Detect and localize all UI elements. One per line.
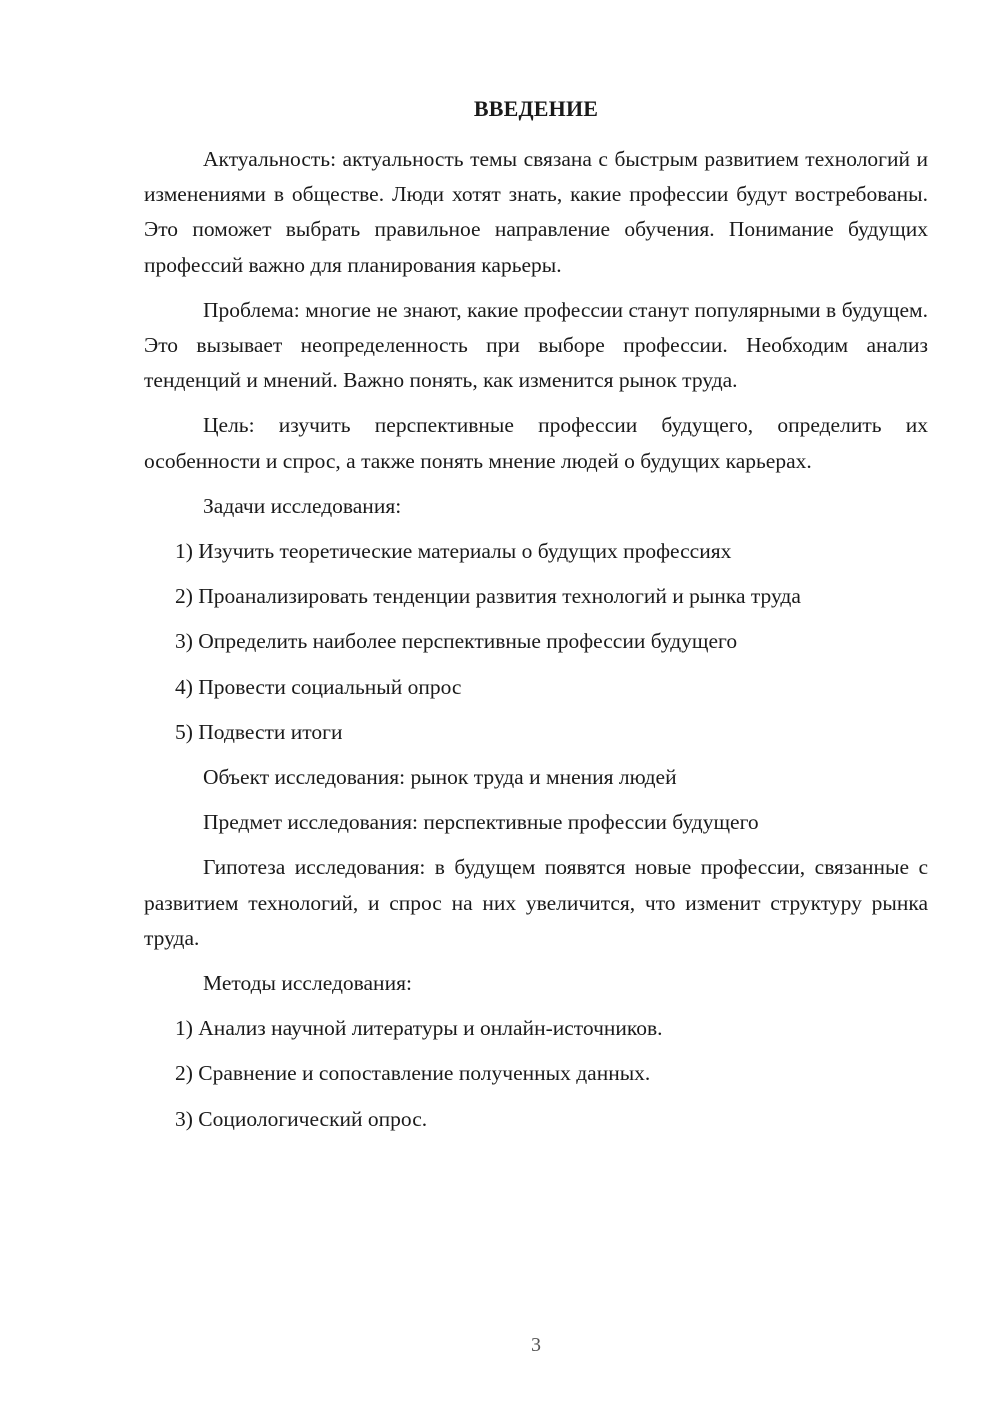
- method-item: 1) Анализ научной литературы и онлайн-источников.: [175, 1016, 663, 1041]
- page-number: 3: [531, 1334, 541, 1356]
- section-title: ВВЕДЕНИЕ: [473, 96, 599, 121]
- object-line: Объект исследования: рынок труда и мнения людей: [203, 765, 677, 790]
- document-body: [144, 142, 928, 1147]
- tasks-heading: Задачи исследования:: [203, 493, 402, 518]
- methods-heading: Методы исследования:: [203, 971, 412, 996]
- task-item: 3) Определить наиболее перспективные профессии будущего: [175, 629, 738, 654]
- task-item: 2) Проанализировать тенденции развития технологий и рынка труда: [175, 584, 801, 609]
- relevance-paragraph: Актуальность: актуальность темы связана с быстрым развитием технологий и изменениями в обществе. Люди хотят знать, какие профессии будут востребованы. Это поможет выбрать правильное направление обучения. Понимание будущих профессий важно для планирования карьеры.: [144, 147, 928, 277]
- subject-line: Предмет исследования: перспективные профессии будущего: [203, 810, 759, 835]
- task-item: 5) Подвести итоги: [175, 719, 343, 744]
- method-item: 3) Социологический опрос.: [175, 1106, 428, 1131]
- problem-paragraph: Проблема: многие не знают, какие профессии станут популярными в будущем. Это вызывает неопределенность при выборе профессии. Необходим анализ тенденций и мнений. Важно понять, как изменится рынок труда.: [144, 297, 928, 393]
- hypothesis-paragraph: Гипотеза исследования: в будущем появятся новые профессии, связанные с развитием технологий, и спрос на них увеличится, что изменит структуру рынка труда.: [144, 855, 928, 950]
- task-item: 4) Провести социальный опрос: [175, 674, 462, 699]
- task-item: 1) Изучить теоретические материалы о будущих профессиях: [175, 539, 732, 564]
- method-item: 2) Сравнение и сопоставление полученных данных.: [175, 1061, 651, 1086]
- goal-paragraph: Цель: изучить перспективные профессии будущего, определить их особенности и спрос, а также понять мнение людей о будущих карьерах.: [144, 413, 928, 473]
